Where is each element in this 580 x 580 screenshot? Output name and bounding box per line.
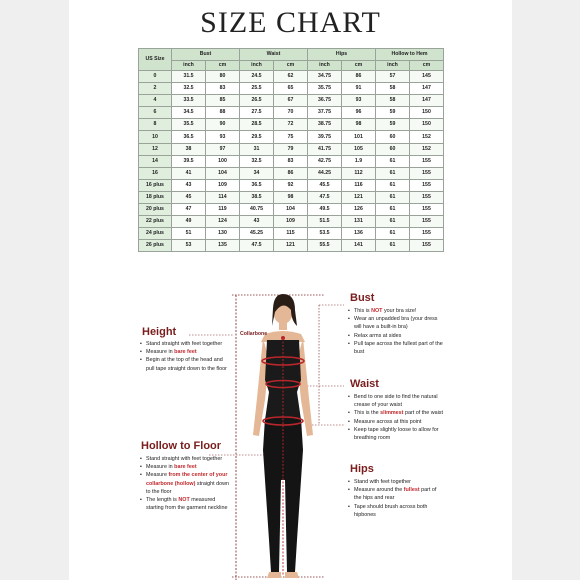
measurement-cell: 45.25: [240, 228, 274, 240]
note-item: ▪ Bend to one side to find the natural crease of your waist: [348, 393, 444, 409]
measurement-cell: 38.75: [308, 119, 342, 131]
measurement-cell: 155: [410, 216, 444, 228]
measurement-cell: 27.5: [240, 107, 274, 119]
measurement-cell: 53.5: [308, 228, 342, 240]
measurement-cell: 61: [376, 216, 410, 228]
measurement-cell: 49.5: [308, 204, 342, 216]
us-size-cell: 26 plus: [139, 240, 172, 252]
measurement-cell: 1.9: [342, 155, 376, 167]
measurement-cell: 58: [376, 95, 410, 107]
table-row: [139, 107, 444, 119]
table-row: [139, 204, 444, 216]
measurement-cell: 93: [342, 95, 376, 107]
bust-notes: [348, 307, 444, 356]
measurement-cell: 24.5: [240, 71, 274, 83]
note-item: ▪ Relax arms at sides: [348, 332, 444, 340]
hollow-to-floor-notes: [140, 455, 234, 512]
measurement-cell: 90: [206, 119, 240, 131]
measurement-cell: 61: [376, 228, 410, 240]
us-size-cell: 22 plus: [139, 216, 172, 228]
measurement-cell: 58: [376, 83, 410, 95]
measurement-cell: 112: [342, 167, 376, 179]
measurement-cell: 38: [172, 143, 206, 155]
us-size-cell: 8: [139, 119, 172, 131]
measurement-cell: 39.75: [308, 131, 342, 143]
measurement-cell: 51.5: [308, 216, 342, 228]
measurement-cell: 45.5: [308, 179, 342, 191]
measurement-cell: 100: [206, 155, 240, 167]
measurement-cell: 121: [274, 240, 308, 252]
measurement-cell: 119: [206, 204, 240, 216]
measurement-cell: 92: [274, 179, 308, 191]
table-row: [139, 119, 444, 131]
measurement-cell: 116: [342, 179, 376, 191]
unit-header: cm: [274, 61, 308, 71]
measurement-cell: 51: [172, 228, 206, 240]
table-row: [139, 240, 444, 252]
measurement-cell: 101: [342, 131, 376, 143]
measurement-cell: 34.5: [172, 107, 206, 119]
measurement-cell: 124: [206, 216, 240, 228]
measurement-cell: 155: [410, 228, 444, 240]
measurement-cell: 31: [240, 143, 274, 155]
measurement-figure: [69, 280, 512, 580]
measurement-cell: 55.5: [308, 240, 342, 252]
note-item: ▪ This is NOT your bra size!: [348, 307, 444, 315]
measurement-cell: 61: [376, 167, 410, 179]
measurement-cell: 33.5: [172, 95, 206, 107]
note-item: ▪ Measure around the fullest part of the hips and rear: [348, 486, 444, 502]
unit-header: inch: [308, 61, 342, 71]
measurement-cell: 130: [206, 228, 240, 240]
measurement-cell: 109: [206, 179, 240, 191]
measurement-cell: 60: [376, 143, 410, 155]
us-size-cell: 10: [139, 131, 172, 143]
measurement-cell: 85: [206, 95, 240, 107]
measurement-cell: 121: [342, 191, 376, 203]
measurement-cell: 79: [274, 143, 308, 155]
us-size-cell: 2: [139, 83, 172, 95]
bust-heading: Bust: [350, 292, 375, 304]
us-size-cell: 4: [139, 95, 172, 107]
measurement-cell: 41: [172, 167, 206, 179]
measurement-cell: 36.5: [240, 179, 274, 191]
measurement-cell: 43: [172, 179, 206, 191]
measurement-cell: 59: [376, 107, 410, 119]
measurement-cell: 145: [410, 71, 444, 83]
table-row: [139, 216, 444, 228]
measurement-cell: 152: [410, 131, 444, 143]
measurement-cell: 32.5: [240, 155, 274, 167]
unit-header: cm: [410, 61, 444, 71]
measurement-cell: 91: [342, 83, 376, 95]
measurement-cell: 155: [410, 240, 444, 252]
note-item: ▪ This is the slimmest part of the waist: [348, 409, 444, 417]
unit-header: cm: [342, 61, 376, 71]
measurement-cell: 43: [240, 216, 274, 228]
us-size-header: US Size: [139, 49, 172, 71]
group-header: Hips: [308, 49, 376, 61]
us-size-cell: 12: [139, 143, 172, 155]
measurement-cell: 88: [206, 107, 240, 119]
collarbone-marker: [281, 336, 285, 340]
measurement-cell: 29.5: [240, 131, 274, 143]
us-size-cell: 18 plus: [139, 191, 172, 203]
note-item: ▪ Measure in bare feet: [140, 348, 230, 356]
measurement-cell: 67: [274, 95, 308, 107]
measurement-cell: 136: [342, 228, 376, 240]
measurement-cell: 42.75: [308, 155, 342, 167]
note-item: ▪ Pull tape across the fullest part of the bust: [348, 340, 444, 356]
measurement-cell: 47.5: [240, 240, 274, 252]
measurement-cell: 115: [274, 228, 308, 240]
measurement-cell: 59: [376, 119, 410, 131]
measurement-cell: 141: [342, 240, 376, 252]
table-row: [139, 191, 444, 203]
measurement-cell: 114: [206, 191, 240, 203]
measurement-cell: 96: [342, 107, 376, 119]
note-item: ▪ Wear an unpadded bra (your dress will have a built-in bra): [348, 315, 444, 331]
table-row: [139, 228, 444, 240]
measurement-cell: 155: [410, 167, 444, 179]
height-notes: [140, 340, 230, 373]
measurement-cell: 62: [274, 71, 308, 83]
measurement-cell: 44.25: [308, 167, 342, 179]
height-heading: Height: [142, 326, 177, 338]
note-item: ▪ Measure from the center of your collarbone (hollow) straight down to the floor: [140, 471, 234, 496]
size-table-body: [139, 71, 444, 252]
measurement-cell: 105: [342, 143, 376, 155]
note-item: ▪ The length is NOT measured starting from the garment neckline: [140, 496, 234, 512]
table-row: [139, 143, 444, 155]
table-row: [139, 179, 444, 191]
measurement-cell: 39.5: [172, 155, 206, 167]
size-chart-page: [69, 0, 512, 580]
measurement-cell: 35.75: [308, 83, 342, 95]
note-item: ▪ Keep tape slightly loose to allow for breathing room: [348, 426, 444, 442]
hips-heading: Hips: [350, 463, 374, 475]
measurement-cell: 131: [342, 216, 376, 228]
measurement-cell: 38.5: [240, 191, 274, 203]
measurement-cell: 83: [274, 155, 308, 167]
table-row: [139, 131, 444, 143]
measurement-cell: 40.75: [240, 204, 274, 216]
measurement-cell: 47: [172, 204, 206, 216]
hips-notes: [348, 478, 444, 519]
measurement-cell: 61: [376, 179, 410, 191]
measurement-cell: 57: [376, 71, 410, 83]
unit-header: cm: [206, 61, 240, 71]
us-size-cell: 16 plus: [139, 179, 172, 191]
group-header: Hollow to Hem: [376, 49, 444, 61]
group-header: Bust: [172, 49, 240, 61]
measurement-cell: 26.5: [240, 95, 274, 107]
us-size-cell: 16: [139, 167, 172, 179]
measurement-cell: 152: [410, 143, 444, 155]
measurement-cell: 83: [206, 83, 240, 95]
measurement-cell: 61: [376, 204, 410, 216]
waist-heading: Waist: [350, 378, 379, 390]
measurement-cell: 155: [410, 191, 444, 203]
measurement-cell: 49: [172, 216, 206, 228]
measurement-cell: 34.75: [308, 71, 342, 83]
table-row: [139, 167, 444, 179]
table-row: [139, 71, 444, 83]
measurement-cell: 147: [410, 95, 444, 107]
measurement-cell: 37.75: [308, 107, 342, 119]
measurement-cell: 25.5: [240, 83, 274, 95]
measurement-cell: 104: [206, 167, 240, 179]
measurement-cell: 80: [206, 71, 240, 83]
measurement-cell: 98: [342, 119, 376, 131]
page-title: SIZE CHART: [200, 6, 381, 39]
measurement-cell: 104: [274, 204, 308, 216]
note-item: ▪ Stand straight with feet together: [140, 455, 234, 463]
note-item: ▪ Stand with feet together: [348, 478, 444, 486]
measurement-cell: 75: [274, 131, 308, 143]
measurement-cell: 86: [342, 71, 376, 83]
measurement-cell: 31.5: [172, 71, 206, 83]
measurement-cell: 65: [274, 83, 308, 95]
measurement-cell: 28.5: [240, 119, 274, 131]
measurement-cell: 41.75: [308, 143, 342, 155]
measurement-cell: 150: [410, 107, 444, 119]
group-header: Waist: [240, 49, 308, 61]
table-row: [139, 83, 444, 95]
measurement-cell: 93: [206, 131, 240, 143]
measurement-cell: 35.5: [172, 119, 206, 131]
measurement-cell: 86: [274, 167, 308, 179]
measurement-cell: 61: [376, 240, 410, 252]
measurement-cell: 36.5: [172, 131, 206, 143]
unit-header: inch: [172, 61, 206, 71]
table-row: [139, 95, 444, 107]
note-item: ▪ Tape should brush across both hipbones: [348, 503, 444, 519]
hollow-to-floor-heading: Hollow to Floor: [141, 440, 222, 452]
measurement-cell: 72: [274, 119, 308, 131]
measurement-cell: 60: [376, 131, 410, 143]
measurement-cell: 126: [342, 204, 376, 216]
us-size-cell: 24 plus: [139, 228, 172, 240]
measurement-cell: 147: [410, 83, 444, 95]
measurement-cell: 155: [410, 204, 444, 216]
unit-header: inch: [240, 61, 274, 71]
measurement-cell: 109: [274, 216, 308, 228]
measurement-cell: 97: [206, 143, 240, 155]
size-table: [138, 48, 444, 252]
collarbone-label: Collarbone: [240, 331, 268, 337]
us-size-cell: 0: [139, 71, 172, 83]
note-item: ▪ Begin at the top of the head and pull tape straight down to the floor: [140, 356, 230, 372]
us-size-cell: 14: [139, 155, 172, 167]
measurement-cell: 135: [206, 240, 240, 252]
measurement-cell: 61: [376, 191, 410, 203]
note-item: ▪ Stand straight with feet together: [140, 340, 230, 348]
measurement-cell: 61: [376, 155, 410, 167]
note-item: ▪ Measure in bare feet: [140, 463, 234, 471]
measurement-cell: 53: [172, 240, 206, 252]
waist-notes: [348, 393, 444, 442]
measurement-cell: 32.5: [172, 83, 206, 95]
note-item: ▪ Measure across at this point: [348, 418, 444, 426]
measurement-cell: 155: [410, 155, 444, 167]
us-size-cell: 20 plus: [139, 204, 172, 216]
measurement-cell: 155: [410, 179, 444, 191]
measurement-cell: 36.75: [308, 95, 342, 107]
us-size-cell: 6: [139, 107, 172, 119]
measurement-cell: 70: [274, 107, 308, 119]
measurement-cell: 98: [274, 191, 308, 203]
table-row: [139, 155, 444, 167]
measurement-cell: 34: [240, 167, 274, 179]
measurement-cell: 150: [410, 119, 444, 131]
unit-header: inch: [376, 61, 410, 71]
measurement-cell: 47.5: [308, 191, 342, 203]
measurement-cell: 45: [172, 191, 206, 203]
